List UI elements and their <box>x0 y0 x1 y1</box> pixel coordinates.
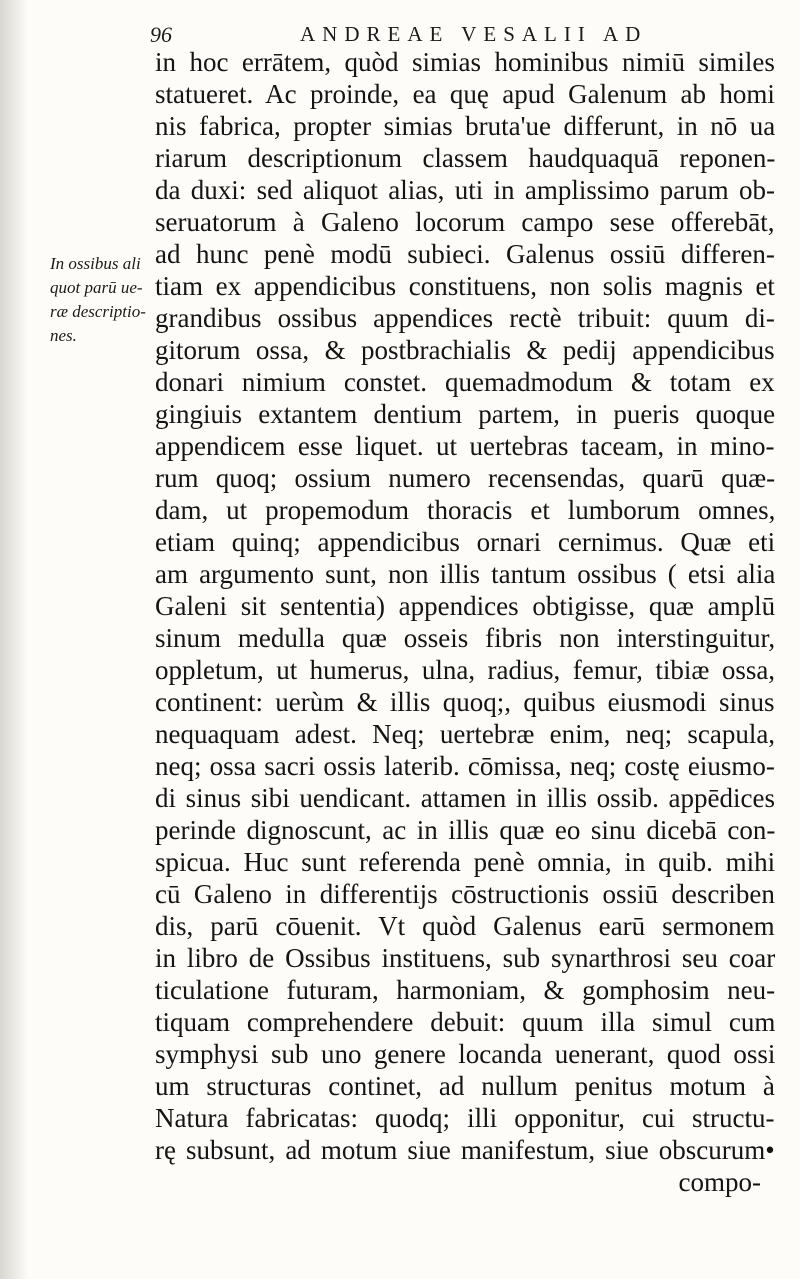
text-line: Galeni sit sententia) appendices obtigisse, quæ amplū <box>155 591 776 621</box>
marginal-note-line: ræ descriptio- <box>50 302 146 321</box>
text-line: tiam ex appendicibus constituens, non solis magnis et <box>155 271 775 301</box>
text-line: tiquam comprehendere debuit: quum illa simul cum <box>155 1007 776 1037</box>
text-line: riarum descriptionum classem haudquaquā reponen- <box>155 143 776 173</box>
text-line: nis fabrica, propter simias bruta'ue differunt, in nō ua <box>155 111 776 141</box>
marginal-note <box>50 252 154 348</box>
text-line: sinum medulla quæ osseis fibris non interstinguitur, <box>155 623 776 653</box>
text-line: in libro de Ossibus instituens, sub synarthrosi seu coar <box>155 943 776 973</box>
text-line: ad hunc penè modū subieci. Galenus ossiū differen- <box>155 239 775 269</box>
text-line: spicua. Huc sunt referenda penè omnia, in quib. mihi <box>155 847 776 877</box>
text-line: nequaquam adest. Neq; uertebræ enim, neq; scapula, <box>155 719 776 749</box>
body-text <box>155 46 775 1198</box>
text-line: perinde dignoscunt, ac in illis quæ eo sinu dicebā con- <box>155 815 776 845</box>
text-line: in hoc errātem, quòd simias hominibus nimiū similes <box>155 47 775 77</box>
marginal-note-line: In ossibus ali <box>50 254 141 273</box>
text-line: gingiuis extantem dentium partem, in pueris quoque <box>155 399 776 429</box>
marginal-note-line: nes. <box>50 326 77 345</box>
text-line: da duxi: sed aliquot alias, uti in amplissimo parum ob- <box>155 175 775 205</box>
text-line: etiam quinq; appendicibus ornari cernimus. Quæ eti <box>155 527 776 557</box>
running-head: ANDREAE VESALII AD <box>300 22 648 46</box>
text-line: neq; ossa sacri ossis laterib. cōmissa, neq; costę eiusmo- <box>155 751 775 781</box>
text-line: gitorum ossa, & postbrachialis & pedij appendicibus <box>155 335 775 365</box>
catchword: compo- <box>678 1167 761 1197</box>
gutter-shadow <box>0 0 28 1279</box>
text-line: dis, parū cōuenit. Vt quòd Galenus earū sermonem <box>155 911 775 941</box>
text-line: rę subsunt, ad motum siue manifestum, siue obscurum• <box>155 1135 775 1165</box>
text-line: oppletum, ut humerus, ulna, radius, femur, tibiæ ossa, <box>155 655 776 685</box>
text-line: statueret. Ac proinde, ea quę apud Galenum ab homi <box>155 79 775 109</box>
marginal-note-line: quot parū ue- <box>50 278 143 297</box>
text-line: um structuras continet, ad nullum penitus motum à <box>155 1071 775 1101</box>
text-line: ticulatione futuram, harmoniam, & gomphosim neu- <box>155 975 776 1005</box>
text-line: rum quoq; ossium numero recensendas, quarū quæ- <box>155 463 776 493</box>
text-line: cū Galeno in differentijs cōstructionis ossiū describen <box>155 879 775 909</box>
text-line: seruatorum à Galeno locorum campo sese offerebāt, <box>155 207 775 237</box>
text-line: am argumento sunt, non illis tantum ossibus ( etsi alia <box>155 559 776 589</box>
text-line: donari nimium constet. quemadmodum & totam ex <box>155 367 775 397</box>
text-line: Natura fabricatas: quodq; illi opponitur, cui structu- <box>155 1103 775 1133</box>
text-line: continent: uerùm & illis quoq;, quibus eiusmodi sinus <box>155 687 775 717</box>
text-line: symphysi sub uno genere locanda uenerant, quod ossi <box>155 1039 776 1069</box>
page-number: 96 <box>150 22 172 47</box>
text-line: di sinus sibi uendicant. attamen in illis ossib. appēdices <box>155 783 775 813</box>
text-line: appendicem esse liquet. ut uertebras taceam, in mino- <box>155 431 775 461</box>
text-line: dam, ut propemodum thoracis et lumborum omnes, <box>155 495 776 525</box>
text-line: grandibus ossibus appendices rectè tribuit: quum di- <box>155 303 775 333</box>
